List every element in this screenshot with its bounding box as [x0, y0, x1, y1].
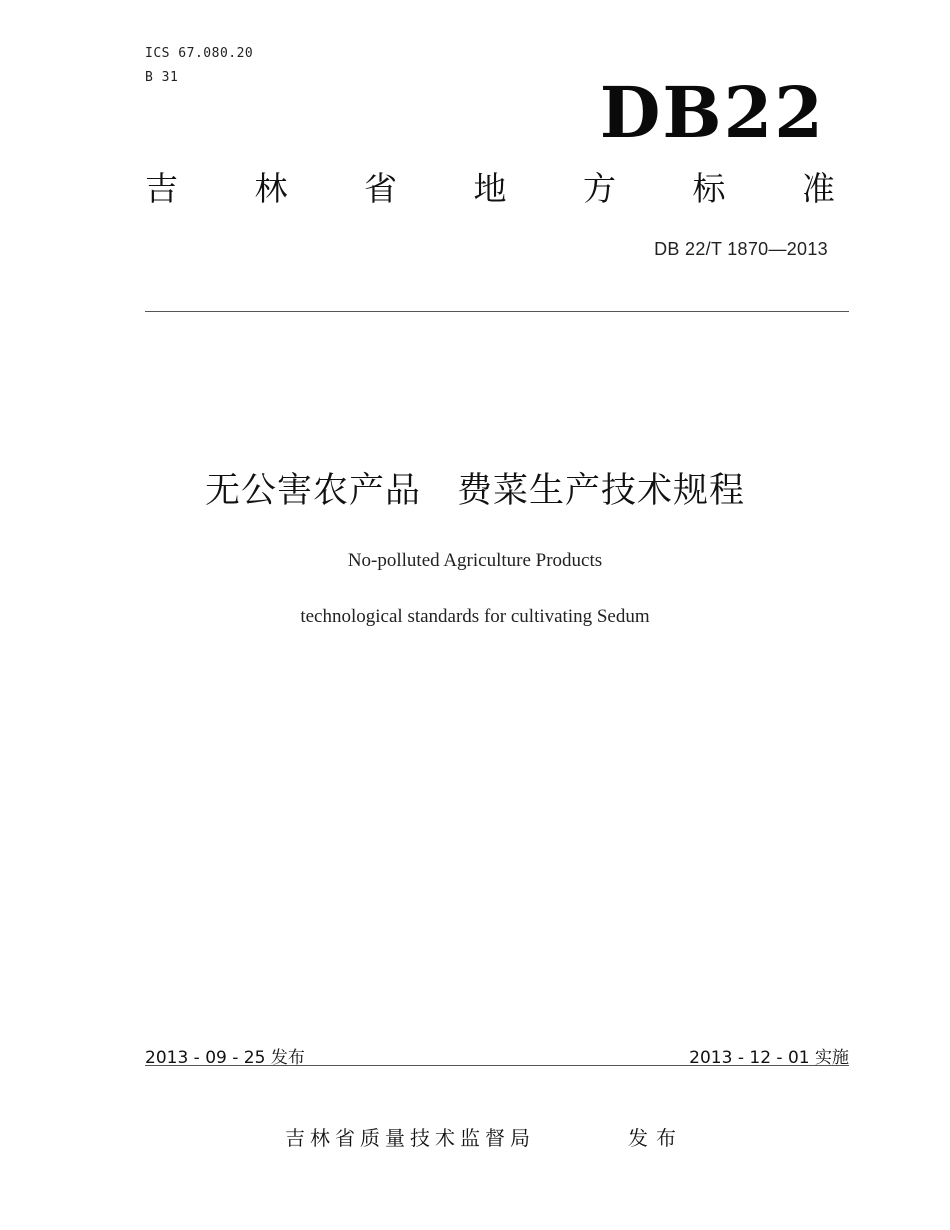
standard-kind — [145, 169, 835, 208]
standard-kind-char: 省 — [364, 169, 397, 208]
standard-kind-char: 标 — [692, 169, 726, 208]
implement-date: 2013 - 12 - 01 实施 — [689, 1048, 849, 1068]
top-divider — [145, 311, 849, 312]
ics-code: ICS 67.080.20 — [145, 46, 254, 61]
document-title-chinese: 无公害农产品 费菜生产技术规程 — [204, 471, 745, 511]
standard-kind-char: 方 — [583, 169, 616, 208]
standard-kind-char: 准 — [802, 169, 835, 208]
ccs-code: B 31 — [145, 70, 179, 85]
issue-label: 发布 — [628, 1126, 684, 1150]
publish-date: 2013 - 09 - 25 发布 — [145, 1048, 305, 1068]
standard-kind-char: 地 — [473, 169, 507, 208]
bottom-divider — [145, 1065, 849, 1066]
standard-number: DB 22/T 1870—2013 — [654, 239, 828, 259]
standard-kind-char: 林 — [254, 169, 288, 208]
standard-mark: DB22 — [599, 71, 825, 154]
document-title-english-line2: technological standards for cultivating Sedum — [300, 606, 650, 627]
document-title-english-line1: No-polluted Agriculture Products — [347, 550, 603, 571]
issuing-authority: 吉林省质量技术监督局 — [285, 1126, 535, 1150]
standard-kind-char: 吉 — [145, 169, 178, 208]
